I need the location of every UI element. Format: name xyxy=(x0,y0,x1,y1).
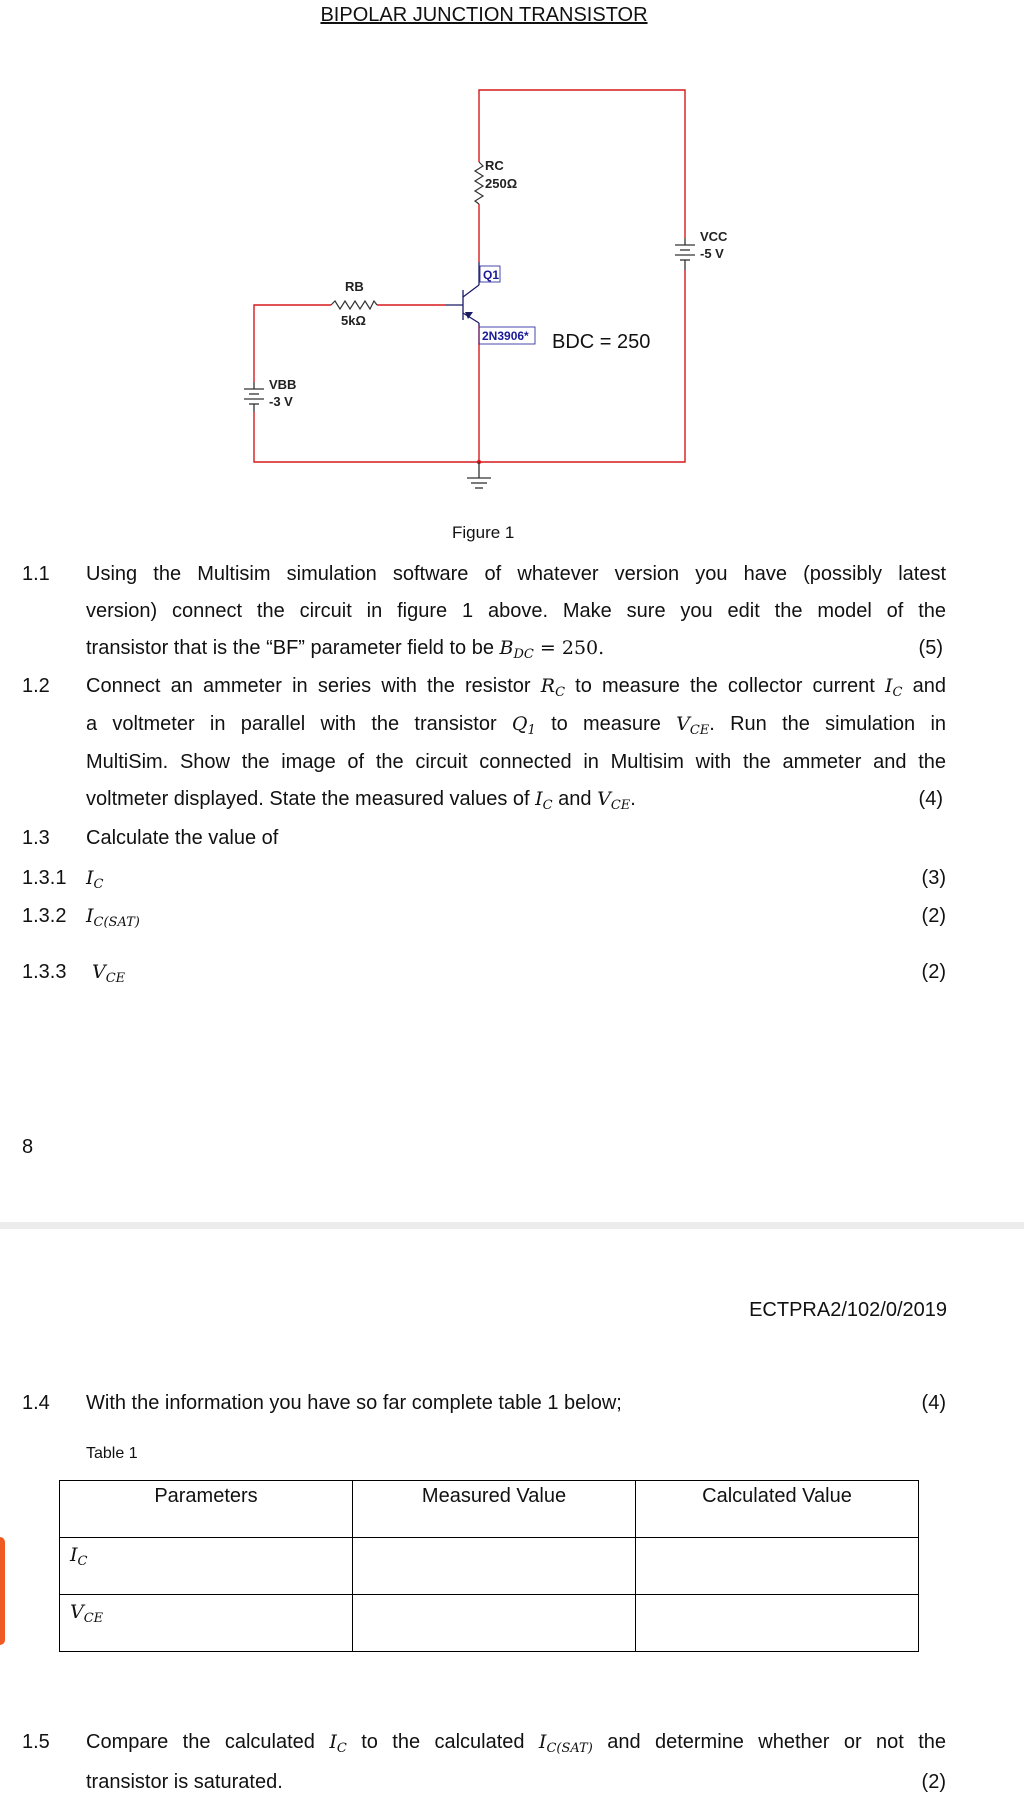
question-number: 1.3 xyxy=(22,827,50,849)
question-text-line: Calculate the value of xyxy=(86,827,279,849)
rb-value-label: 5kΩ xyxy=(341,313,366,328)
math-subscript: C xyxy=(336,1741,347,1756)
marks-label: (2) xyxy=(921,905,946,927)
math-symbol: Q xyxy=(511,713,528,735)
question-text-line xyxy=(86,1730,946,1761)
question-text-line: transistor is saturated. xyxy=(86,1771,283,1793)
table-caption: Table 1 xyxy=(86,1445,138,1462)
circuit-diagram xyxy=(0,0,1024,540)
table-cell xyxy=(60,1595,353,1652)
question-text: to measure xyxy=(551,713,661,735)
marks-label: (3) xyxy=(921,867,946,889)
question-text: a voltmeter in parallel with the transistor xyxy=(86,713,497,735)
table-row xyxy=(60,1595,919,1652)
math-symbol: V xyxy=(70,1601,84,1623)
question-text: Connect an ammeter in series with the resistor xyxy=(86,675,531,697)
math-symbol: I xyxy=(538,1731,547,1753)
question-text-line: version) connect the circuit in figure 1 above. Make sure you edit the model of the xyxy=(86,600,946,622)
vbb-name-label: VBB xyxy=(269,377,297,392)
battery-vbb-symbol xyxy=(244,382,264,412)
question-text-line: voltmeter displayed. State the measured values of $I_C$ and $V_{CE}$. xyxy=(86,788,636,813)
question-text-line: With the information you have so far complete table 1 below; xyxy=(86,1392,622,1414)
bdc-note: BDC = 250 xyxy=(552,331,651,353)
rb-name-label: RB xyxy=(345,279,364,294)
question-text-line xyxy=(86,674,946,705)
table-cell-empty[interactable] xyxy=(636,1538,919,1595)
math-subscript: C xyxy=(542,798,553,813)
math-symbol: I xyxy=(86,867,94,889)
question-text: to measure the collector current xyxy=(575,675,875,697)
math-subscript: C(SAT) xyxy=(546,1741,593,1756)
math-subscript: C xyxy=(77,1554,88,1569)
results-table xyxy=(59,1480,919,1652)
q1-name-label: Q1 xyxy=(483,268,500,282)
question-math xyxy=(86,866,103,897)
math-subscript: CE xyxy=(105,971,126,986)
vcc-value-label: -5 V xyxy=(700,246,724,261)
math-symbol: B xyxy=(499,637,514,659)
question-text-line xyxy=(86,636,604,667)
figure-caption: Figure 1 xyxy=(452,523,515,542)
vcc-name-label: VCC xyxy=(700,229,728,244)
table-header: Calculated Value xyxy=(636,1481,919,1538)
table-cell-empty[interactable] xyxy=(636,1595,919,1652)
marks-label: (5) xyxy=(918,637,943,659)
math-symbol: V xyxy=(676,713,690,735)
question-text-line: MultiSim. Show the image of the circuit connected in Multisim with the ammeter and the xyxy=(86,751,946,773)
page-number: 8 xyxy=(22,1136,34,1158)
marks-label: (2) xyxy=(921,961,946,983)
table-cell-empty[interactable] xyxy=(353,1538,636,1595)
math-symbol: I xyxy=(86,905,94,927)
math-symbol: I xyxy=(329,1731,337,1753)
question-text-line xyxy=(86,712,946,743)
question-text: transistor that is the “BF” parameter field to be xyxy=(86,637,494,659)
resistor-rc-symbol xyxy=(475,162,483,204)
rc-value-label: 250Ω xyxy=(485,176,518,191)
question-text: and determine whether or not the xyxy=(607,1731,947,1753)
table-cell-empty[interactable] xyxy=(353,1595,636,1652)
math-subscript: CE xyxy=(689,723,710,738)
question-number: 1.3.2 xyxy=(22,905,67,927)
battery-vcc-symbol xyxy=(675,238,695,270)
question-number: 1.3.1 xyxy=(22,867,67,889)
question-text: Compare the calculated xyxy=(86,1731,315,1753)
page-title: BIPOLAR JUNCTION TRANSISTOR xyxy=(320,4,648,26)
table-row xyxy=(60,1538,919,1595)
math-subscript: DC xyxy=(513,647,534,662)
vbb-value-label: -3 V xyxy=(269,394,293,409)
page-break-divider xyxy=(0,1222,1024,1229)
math-subscript: CE xyxy=(610,798,631,813)
math-subscript: C xyxy=(555,685,566,700)
math-expression: = 250. xyxy=(533,637,605,659)
math-symbol: I xyxy=(535,788,543,810)
question-text: to the calculated xyxy=(361,1731,525,1753)
question-math xyxy=(86,904,140,935)
circuit-wires xyxy=(254,90,685,462)
transistor-model-label: 2N3906* xyxy=(482,329,529,343)
resistor-rb-symbol xyxy=(331,301,377,309)
question-number: 1.3.3 xyxy=(22,961,67,983)
question-text: . Run the simulation in xyxy=(709,713,947,735)
math-symbol: I xyxy=(884,675,893,697)
question-text: voltmeter displayed. State the measured values of xyxy=(86,788,530,810)
question-number: 1.5 xyxy=(22,1731,50,1753)
document-code: ECTPRA2/102/0/2019 xyxy=(749,1299,947,1321)
rc-name-label: RC xyxy=(485,158,504,173)
math-subscript: C(SAT) xyxy=(93,915,140,930)
table-cell xyxy=(60,1538,353,1595)
table-header: Measured Value xyxy=(353,1481,636,1538)
math-symbol: V xyxy=(597,788,611,810)
question-number: 1.1 xyxy=(22,563,50,585)
marks-label: (2) xyxy=(921,1771,946,1793)
transistor-q1-symbol xyxy=(445,262,479,326)
math-symbol: V xyxy=(92,961,106,983)
marks-label: (4) xyxy=(921,1392,946,1414)
math-subscript: 1 xyxy=(527,723,536,738)
question-text-line: Using the Multisim simulation software of whatever version you have (possibly latest xyxy=(86,563,946,585)
marks-label: (4) xyxy=(918,788,943,810)
math-symbol: I xyxy=(70,1544,78,1566)
question-number: 1.2 xyxy=(22,675,50,697)
table-header: Parameters xyxy=(60,1481,353,1538)
question-number: 1.4 xyxy=(22,1392,50,1414)
math-subscript: CE xyxy=(83,1611,104,1626)
math-subscript: C xyxy=(93,877,104,892)
question-math xyxy=(92,960,125,991)
question-text: and xyxy=(558,788,592,810)
ground-symbol xyxy=(467,460,491,488)
math-subscript: C xyxy=(892,685,903,700)
side-tab-marker xyxy=(0,1537,5,1645)
math-symbol: R xyxy=(540,675,556,697)
question-text: and xyxy=(912,675,946,697)
